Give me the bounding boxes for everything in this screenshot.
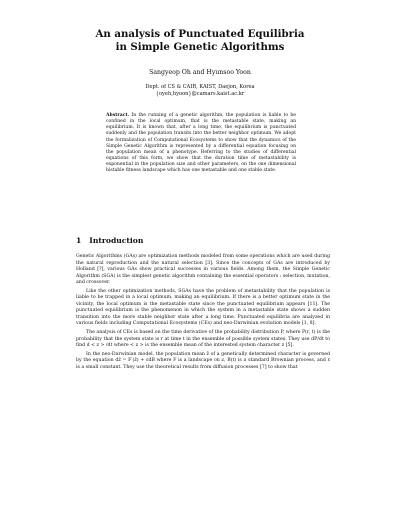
paragraph-3: The analysis of CEs is based on the time derivative of the probability distribution P, where P(r, t) is the probability that the system state is r at time t in the ensemble of possible system states. They use dP/dt to find d < z > /dt where < z > is the ensemble mean of the interested system character z [5]. [76, 330, 330, 349]
affiliation-email: {oyeh,hyoon}@camars.kaist.ac.kr [155, 91, 245, 98]
abstract [106, 113, 296, 175]
affiliation [60, 84, 340, 99]
affiliation-department: Dept. of CS & CAIR, KAIST, Daejon, Korea [145, 84, 255, 90]
section-number: 1 [76, 236, 82, 245]
title-line-2: in Simple Genetic Algorithms [115, 41, 285, 53]
introduction-body [76, 254, 330, 371]
section-title: Introduction [89, 236, 144, 245]
paragraph-1: Genetic Algorithms (GAs) are optimization methods modeled from some operations which are used during the natural reproduction and the natural selection [3]. Since the concepts of GAs are introduced by Holland [?], various GAs show practical successes in various fields. Among them, the Simple Genetic Algorithm (SGA) is the simplest genetic algorithm containing the essential operators : selection, mutation, and crossover. [76, 254, 330, 286]
section-heading-introduction [76, 236, 143, 245]
authors: Sangyeop Oh and Hyunsoo Yoon [149, 69, 251, 76]
paragraph-2: Like the other optimization methods, SGAs have the problem of metastability that the population is liable to be trapped in a local optimum, making an equilibrium. If there is a better optimum state in the vicinity, the local optimum is the metastable state since the punctuated equilibrium appears [11]. The punctuated equilibrium is the phenomenon in which the system in a metastable state shows a sudden transition into the more stable neighbor state after a long time. Punctuated equilibria are analyzed in various fields including Computational Ecosystems (CEs) and neo-Darwinian evolution models [1, 8]. [76, 288, 330, 327]
paragraph-4: In the neo-Darwinian model, the population mean z̄ of a genetically determined character is governed by the equation dz̄ = F′(z̄) + εdB where F is a landscape on z, B(t) is a standard Brownian process, and ε is a small constant. They use the theoretical results from diffusion processes [7] to show that [76, 351, 330, 370]
paper-title [60, 28, 340, 54]
abstract-text: In the running of a genetic algorithm, the population is liable to be confined in the local optimum, that is the metastable state, making an equilibrium. It is known that, after a long time, the equilibrium is punctuated suddenly and the population transits into the better neighbor optimum. We adopt the formalization of Computational Ecosystems to show that the dynamics of the Simple Genetic Algorithm is represented by a differential equation focusing on the population mean of a phenotype. Referring to the studies of differential equations of this form, we show that the duration time of metastability is exponential in the population size and other parameters, on the one dimensional bistable fitness landscape which has one metastable and one stable state. [106, 113, 296, 174]
title-line-1: An analysis of Punctuated Equilibria [95, 28, 305, 40]
abstract-label: Abstract. [106, 113, 130, 118]
